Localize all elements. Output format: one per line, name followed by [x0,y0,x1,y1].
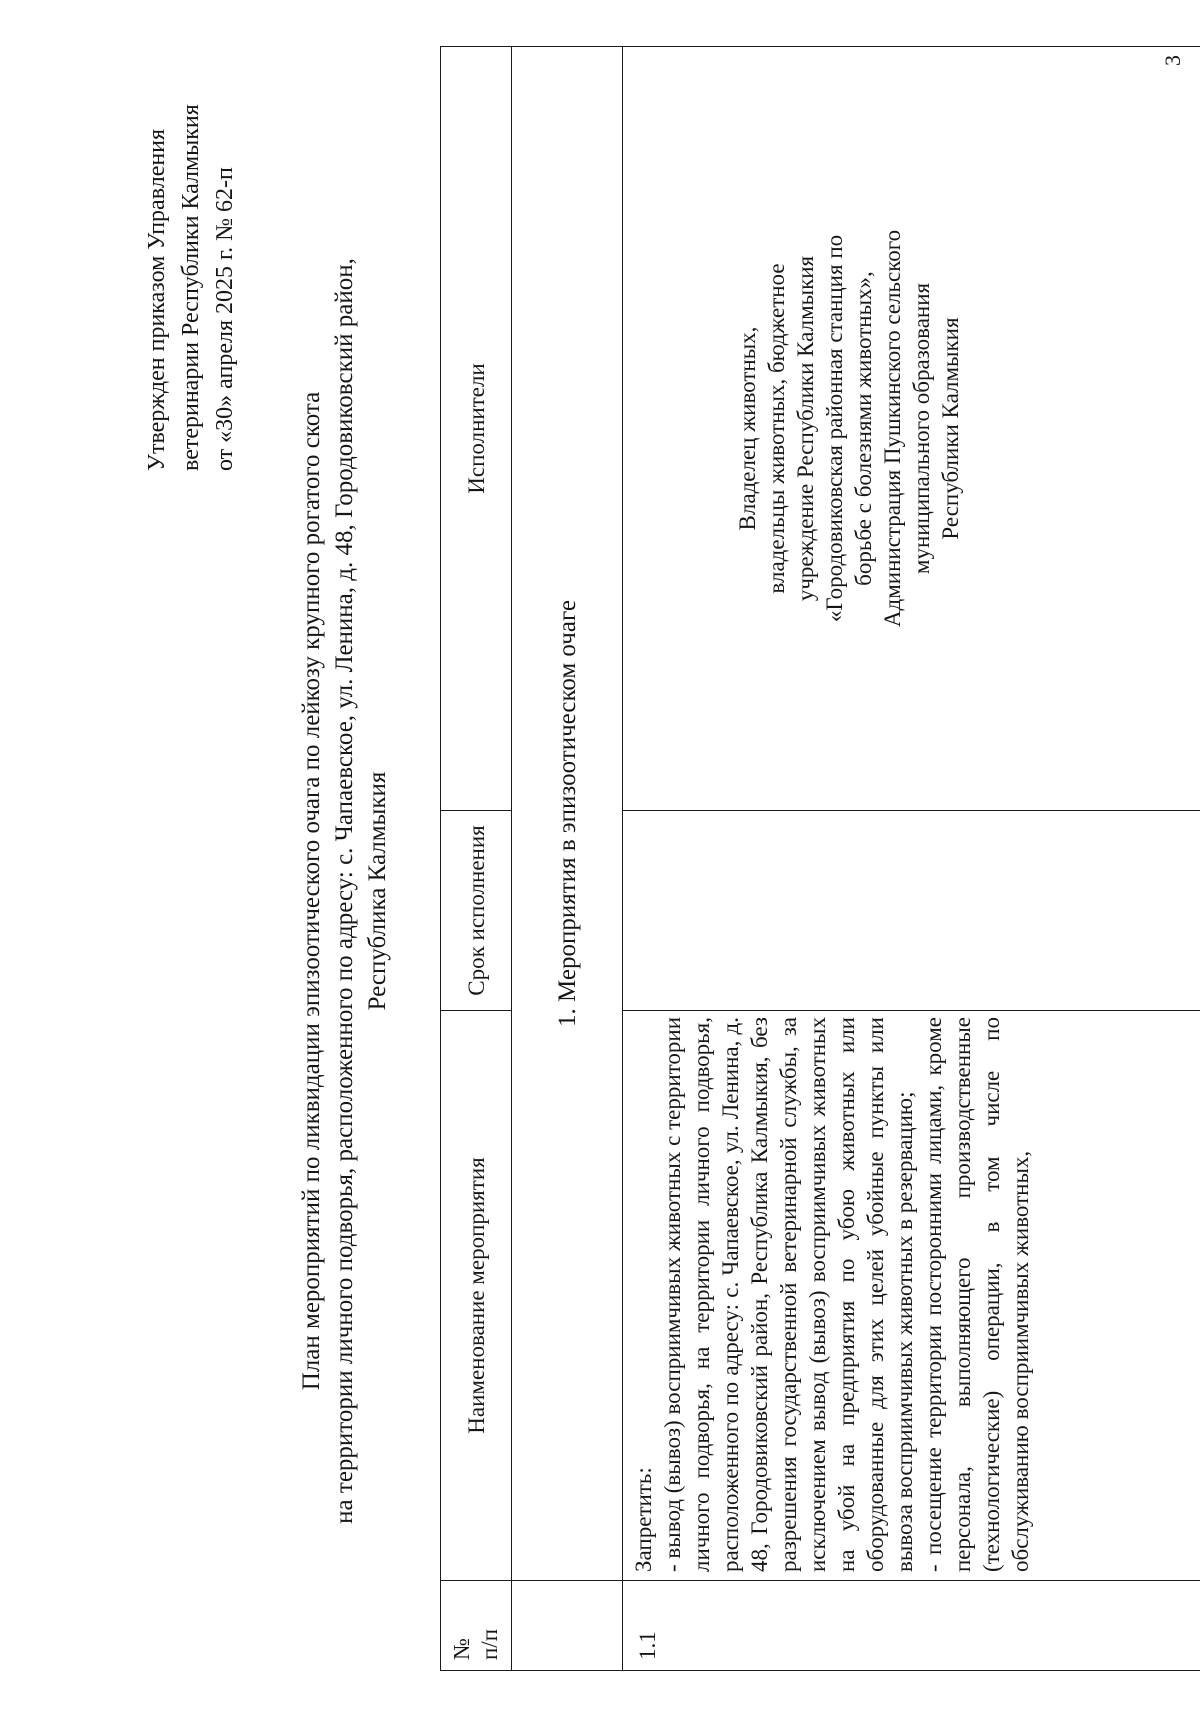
executors-cell [623,47,1200,811]
term-cell [623,811,1200,1011]
plan-title [295,171,394,1611]
executor-line: Владелец животных, [735,326,760,531]
executor-line: муниципального образования [909,282,934,575]
approval-line: Утвержден приказом Управления [144,128,170,471]
page-number: 3 [1160,55,1185,66]
header-term: Срок исполнения [441,811,512,1011]
section-row [512,47,623,1671]
plan-title-line: Республика Калмыкия [364,771,391,1011]
header-activity-name: Наименование мероприятия [441,1011,512,1581]
header-number-abbr: п/п [477,1628,502,1660]
row-number: 1.1 [623,1581,1200,1671]
executor-line: Республики Калмыкия [938,317,963,540]
header-executors: Исполнители [441,47,512,811]
executor-line: Администрация Пушкинского сельского [880,229,905,628]
executor-line: «Городовиковская районная станция по [822,234,847,623]
plan-title-line: План мероприятий по ликвидации эпизоотического очага по лейкозу крупного рогатого скота [298,391,325,1391]
header-number-symbol: № [449,1638,474,1660]
header-number [441,1581,512,1671]
table-row [623,47,1200,1671]
plan-title-line: на территории личного подворья, расположенного по адресу: с. Чапаевское, ул. Ленина, д. 48, Городовиковский район, [331,258,358,1524]
approval-stamp-block [140,31,242,471]
approval-line: от «30» апреля 2025 г. № 62-п [212,167,238,471]
executor-line: борьбе с болезнями животных», [851,271,876,586]
section-number-cell [512,1581,623,1671]
section-title: 1. Мероприятия в эпизоотическом очаге [512,47,623,1581]
activities-table [440,46,1200,1671]
approval-line: ветеринарии Республики Калмыкия [178,104,204,471]
executor-line: учреждение Республики Калмыкия [793,255,818,602]
activity-item: - посещение территории посторонними лицами, кроме персонала, выполняющего производственные (технологические) операции, в том числе по обслуживанию восприимчивых животных, [921,1017,1033,1572]
executor-line: владельцы животных, бюджетное [764,263,789,594]
activity-description [623,1011,1200,1581]
table-header-row [441,47,512,1671]
activity-intro: Запретить: [631,1467,656,1572]
activity-item: - вывод (вывоз) восприимчивых животных с территории личного подворья, на территории личного подворья, расположенного по адресу: с. Чапаевское, ул. Ленина, д. 48, Городовиковский район, Республика Калмыкия, без разрешения государственной ветеринарной службы, за исключением вывод (вывоз) восприимчивых животных на убой на предприятия по убою животных или оборудованные для этих целей убойные пункты или вывоза восприимчивых животных в резервацию; [660,1017,917,1572]
